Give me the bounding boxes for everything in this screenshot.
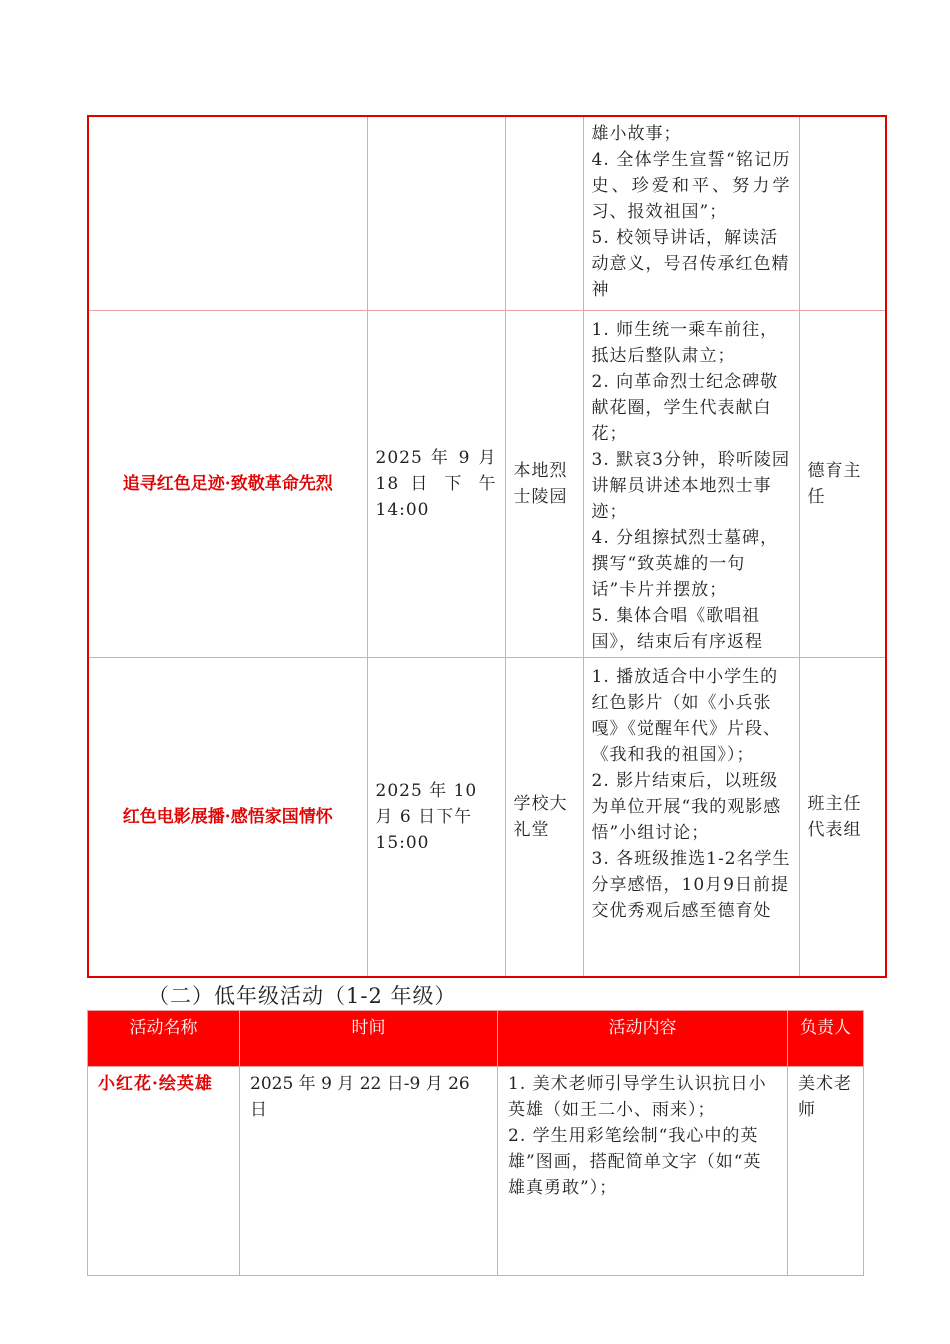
name-cell (88, 116, 367, 310)
content-cell (583, 116, 799, 310)
activity-time: 2025 年 9 月 18 日 下 午 14:00 (367, 310, 505, 657)
activity-time: 2025 年 10 月 6 日下午 15:00 (367, 657, 505, 977)
content-item: 雄小故事； (591, 124, 682, 144)
section-heading: （二）低年级活动（1-2 年级） (148, 984, 457, 1008)
activity-owner: 德育主任 (799, 310, 886, 657)
activity-name: 追寻红色足迹·致敬革命先烈 (88, 310, 367, 657)
header-time: 时间 (240, 1011, 498, 1067)
table-row (88, 116, 886, 310)
table-row (88, 1067, 864, 1276)
content-item: 4. 分组擦拭烈士墓碑，撰写“致英雄的一句话”卡片并摆放； (591, 527, 779, 600)
activity-owner: 班主任代表组 (799, 657, 886, 977)
activity-table-upper (87, 115, 887, 978)
content-item: 1. 美术老师引导学生认识抗日小英雄（如王二小、雨来）； (508, 1074, 767, 1120)
content-item: 5. 校领导讲话，解读活动意义，号召传承红色精神 (591, 228, 790, 300)
activity-table-lower (87, 1010, 864, 1276)
content-item: 2. 向革命烈士纪念碑敬献花圈，学生代表献白花； (591, 371, 779, 444)
content-cell (583, 657, 799, 977)
content-item: 2. 学生用彩笔绘制“我心中的英雄”图画，搭配简单文字（如“英雄真勇敢”）； (508, 1126, 762, 1198)
content-cell (498, 1067, 788, 1276)
activity-time: 2025 年 9 月 22 日-9 月 26 日 (240, 1067, 498, 1276)
content-item: 3. 各班级推选1-2名学生分享感悟，10月9日前提交优秀观后感至德育处 (591, 848, 791, 921)
header-content: 活动内容 (498, 1011, 788, 1067)
activity-place: 本地烈士陵园 (505, 310, 583, 657)
header-activity-name: 活动名称 (88, 1011, 240, 1067)
content-item: 5. 集体合唱《歌唱祖国》，结束后有序返程 (591, 605, 763, 652)
activity-place: 学校大礼堂 (505, 657, 583, 977)
content-item: 2. 影片结束后，以班级为单位开展“我的观影感悟”小组讨论； (591, 770, 782, 843)
owner-cell (799, 116, 886, 310)
header-owner: 负责人 (788, 1011, 864, 1067)
time-cell (367, 116, 505, 310)
activity-name: 红色电影展播·感悟家国情怀 (88, 657, 367, 977)
content-item: 4. 全体学生宣誓“铭记历史、珍爱和平、努力学习、报效祖国”； (591, 150, 791, 222)
content-item: 1. 播放适合中小学生的红色影片（如《小兵张嘎》《觉醒年代》片段、《我和我的祖国》）； (591, 666, 781, 765)
table-header-row (88, 1011, 864, 1067)
content-cell (583, 310, 799, 657)
place-cell (505, 116, 583, 310)
content-item: 1. 师生统一乘车前往，抵达后整队肃立； (591, 319, 779, 366)
table-row (88, 310, 886, 657)
activity-owner: 美术老师 (788, 1067, 864, 1276)
table-row (88, 657, 886, 977)
content-item: 3. 默哀3分钟，聆听陵园讲解员讲述本地烈士事迹； (591, 449, 790, 522)
activity-name: 小红花·绘英雄 (88, 1067, 240, 1276)
